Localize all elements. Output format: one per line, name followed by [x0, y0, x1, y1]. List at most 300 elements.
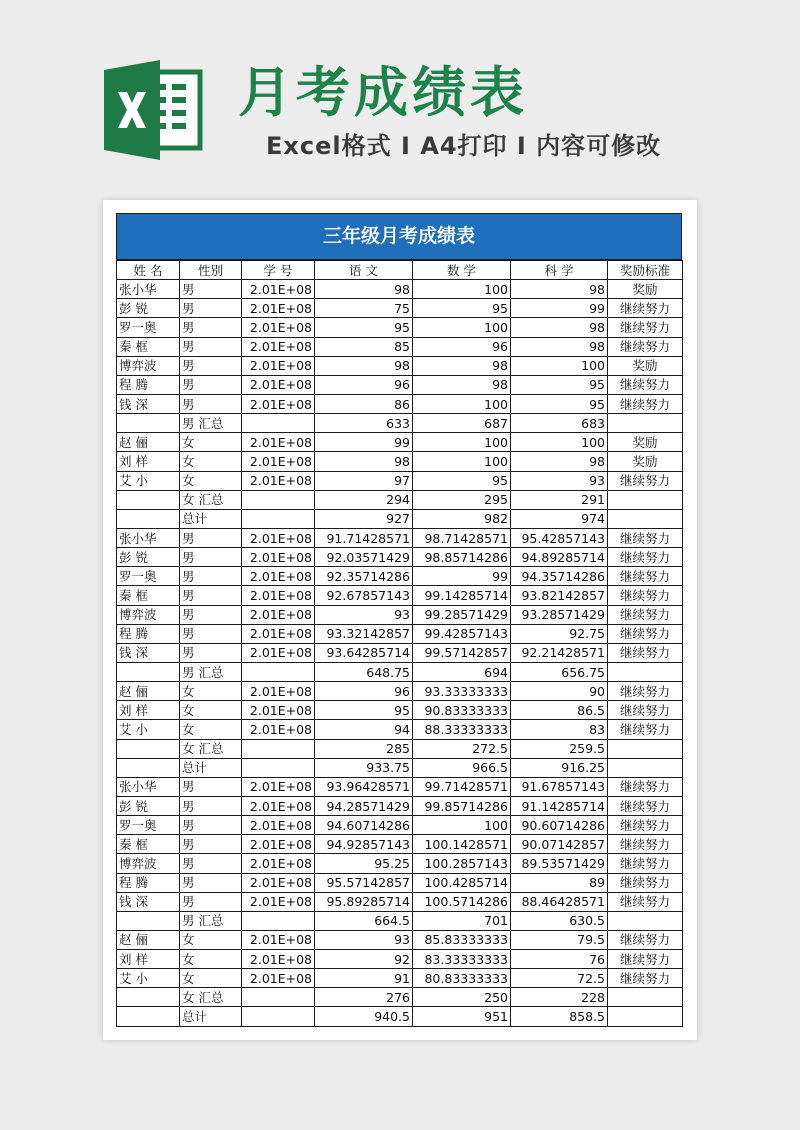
- chinese-score-cell: 927: [315, 509, 413, 528]
- student-id-cell: [242, 414, 315, 433]
- student-id-cell: 2.01E+08: [242, 394, 315, 413]
- gender-cell: 男: [180, 873, 242, 892]
- student-id-cell: [242, 509, 315, 528]
- table-row: [117, 318, 683, 337]
- table-row: [117, 299, 683, 318]
- table-row: [117, 394, 683, 413]
- gender-cell: 女: [180, 682, 242, 701]
- student-id-cell: 2.01E+08: [242, 528, 315, 547]
- award-cell: 奖励: [608, 280, 683, 299]
- chinese-score-cell: 276: [315, 988, 413, 1007]
- student-name-cell: [117, 758, 180, 777]
- student-id-cell: 2.01E+08: [242, 892, 315, 911]
- student-id-cell: 2.01E+08: [242, 643, 315, 662]
- gender-cell: 男: [180, 816, 242, 835]
- award-cell: 继续努力: [608, 835, 683, 854]
- student-name-cell: 罗一奥: [117, 567, 180, 586]
- science-score-cell: 92.21428571: [511, 643, 608, 662]
- math-score-cell: 88.33333333: [413, 720, 511, 739]
- math-score-cell: 272.5: [413, 739, 511, 758]
- table-row: [117, 528, 683, 547]
- gender-cell: 男: [180, 528, 242, 547]
- student-name-cell: 程 腾: [117, 624, 180, 643]
- award-cell: 继续努力: [608, 777, 683, 796]
- student-id-cell: 2.01E+08: [242, 720, 315, 739]
- award-cell: 继续努力: [608, 471, 683, 490]
- student-id-cell: 2.01E+08: [242, 471, 315, 490]
- science-score-cell: 98: [511, 337, 608, 356]
- gender-cell: 男: [180, 796, 242, 815]
- gender-cell: 女: [180, 471, 242, 490]
- gender-cell: 男: [180, 892, 242, 911]
- math-score-cell: 100: [413, 280, 511, 299]
- student-id-cell: 2.01E+08: [242, 299, 315, 318]
- science-score-cell: 90: [511, 682, 608, 701]
- student-name-cell: 秦 框: [117, 337, 180, 356]
- gender-cell: 女: [180, 950, 242, 969]
- chinese-score-cell: 94.92857143: [315, 835, 413, 854]
- math-score-cell: 96: [413, 337, 511, 356]
- math-score-cell: 100: [413, 318, 511, 337]
- chinese-score-cell: 664.5: [315, 911, 413, 930]
- chinese-score-cell: 95.57142857: [315, 873, 413, 892]
- award-cell: 继续努力: [608, 548, 683, 567]
- student-id-cell: 2.01E+08: [242, 318, 315, 337]
- table-row: [117, 375, 683, 394]
- math-score-cell: 98.71428571: [413, 528, 511, 547]
- student-id-cell: 2.01E+08: [242, 375, 315, 394]
- table-row: [117, 605, 683, 624]
- chinese-score-cell: 91: [315, 969, 413, 988]
- student-name-cell: 艾 小: [117, 471, 180, 490]
- math-score-cell: 250: [413, 988, 511, 1007]
- student-name-cell: 张小华: [117, 777, 180, 796]
- student-id-cell: [242, 739, 315, 758]
- table-row: [117, 777, 683, 796]
- student-name-cell: 秦 框: [117, 586, 180, 605]
- student-id-cell: [242, 988, 315, 1007]
- award-cell: 继续努力: [608, 643, 683, 662]
- gender-cell: 女: [180, 969, 242, 988]
- math-score-cell: 99.71428571: [413, 777, 511, 796]
- chinese-score-cell: 95: [315, 318, 413, 337]
- math-score-cell: 98: [413, 375, 511, 394]
- science-score-cell: 95: [511, 394, 608, 413]
- math-score-cell: 98.85714286: [413, 548, 511, 567]
- chinese-score-cell: 93.64285714: [315, 643, 413, 662]
- science-score-cell: 100: [511, 433, 608, 452]
- award-cell: 继续努力: [608, 816, 683, 835]
- student-id-cell: 2.01E+08: [242, 950, 315, 969]
- gender-cell: 女 汇总: [180, 988, 242, 1007]
- science-score-cell: 656.75: [511, 662, 608, 681]
- student-name-cell: [117, 414, 180, 433]
- award-cell: 继续努力: [608, 394, 683, 413]
- science-score-cell: 683: [511, 414, 608, 433]
- science-score-cell: 291: [511, 490, 608, 509]
- student-id-cell: 2.01E+08: [242, 452, 315, 471]
- math-score-cell: 982: [413, 509, 511, 528]
- math-score-cell: 80.83333333: [413, 969, 511, 988]
- student-name-cell: 张小华: [117, 528, 180, 547]
- chinese-score-cell: 93: [315, 930, 413, 949]
- table-row: [117, 567, 683, 586]
- award-cell: 继续努力: [608, 950, 683, 969]
- award-cell: 继续努力: [608, 605, 683, 624]
- chinese-score-cell: 294: [315, 490, 413, 509]
- gender-cell: 女 汇总: [180, 490, 242, 509]
- table-row: [117, 796, 683, 815]
- student-name-cell: 博弈波: [117, 605, 180, 624]
- science-score-cell: 79.5: [511, 930, 608, 949]
- student-name-cell: 刘 样: [117, 701, 180, 720]
- science-score-cell: 974: [511, 509, 608, 528]
- chinese-score-cell: 93: [315, 605, 413, 624]
- science-score-cell: 90.07142857: [511, 835, 608, 854]
- table-row: [117, 356, 683, 375]
- gender-cell: 男: [180, 777, 242, 796]
- gender-cell: 男: [180, 299, 242, 318]
- award-cell: 继续努力: [608, 873, 683, 892]
- math-score-cell: 951: [413, 1007, 511, 1026]
- table-row: [117, 548, 683, 567]
- science-score-cell: 83: [511, 720, 608, 739]
- student-name-cell: 彭 锐: [117, 548, 180, 567]
- math-score-cell: 701: [413, 911, 511, 930]
- gender-cell: 总计: [180, 758, 242, 777]
- table-row: [117, 682, 683, 701]
- student-name-cell: [117, 988, 180, 1007]
- chinese-score-cell: 86: [315, 394, 413, 413]
- student-name-cell: 钱 深: [117, 892, 180, 911]
- column-header: 科 学: [511, 261, 608, 280]
- science-score-cell: 98: [511, 280, 608, 299]
- math-score-cell: 85.83333333: [413, 930, 511, 949]
- gender-cell: 男: [180, 605, 242, 624]
- chinese-score-cell: 95.25: [315, 854, 413, 873]
- science-score-cell: 76: [511, 950, 608, 969]
- student-name-cell: 刘 样: [117, 950, 180, 969]
- award-cell: 继续努力: [608, 854, 683, 873]
- award-cell: 奖励: [608, 433, 683, 452]
- student-name-cell: 罗一奥: [117, 816, 180, 835]
- page-subtitle: Excel格式 I A4打印 I 内容可修改: [266, 132, 662, 160]
- student-name-cell: [117, 911, 180, 930]
- science-score-cell: 91.14285714: [511, 796, 608, 815]
- science-score-cell: 630.5: [511, 911, 608, 930]
- science-score-cell: 89: [511, 873, 608, 892]
- award-cell: 继续努力: [608, 528, 683, 547]
- chinese-score-cell: 98: [315, 356, 413, 375]
- table-row: [117, 701, 683, 720]
- science-score-cell: 93.28571429: [511, 605, 608, 624]
- science-score-cell: 98: [511, 452, 608, 471]
- student-id-cell: [242, 758, 315, 777]
- student-name-cell: [117, 662, 180, 681]
- table-row: [117, 1007, 683, 1026]
- gender-cell: 男: [180, 624, 242, 643]
- chinese-score-cell: 94: [315, 720, 413, 739]
- science-score-cell: 93: [511, 471, 608, 490]
- award-cell: 继续努力: [608, 318, 683, 337]
- table-row: [117, 337, 683, 356]
- student-name-cell: 钱 深: [117, 643, 180, 662]
- gender-cell: 男: [180, 548, 242, 567]
- student-id-cell: 2.01E+08: [242, 567, 315, 586]
- table-row: [117, 662, 683, 681]
- page-title: 月考成绩表: [238, 61, 528, 124]
- student-name-cell: 博弈波: [117, 356, 180, 375]
- student-name-cell: 博弈波: [117, 854, 180, 873]
- award-cell: 继续努力: [608, 796, 683, 815]
- award-cell: [608, 758, 683, 777]
- award-cell: 继续努力: [608, 624, 683, 643]
- student-name-cell: 艾 小: [117, 969, 180, 988]
- science-score-cell: 88.46428571: [511, 892, 608, 911]
- math-score-cell: 100.5714286: [413, 892, 511, 911]
- sheet-title: 三年级月考成绩表: [116, 213, 682, 260]
- chinese-score-cell: 99: [315, 433, 413, 452]
- math-score-cell: 99: [413, 567, 511, 586]
- chinese-score-cell: 98: [315, 452, 413, 471]
- student-name-cell: 艾 小: [117, 720, 180, 739]
- chinese-score-cell: 93.32142857: [315, 624, 413, 643]
- column-header: 语 文: [315, 261, 413, 280]
- column-header: 数 学: [413, 261, 511, 280]
- gender-cell: 男: [180, 394, 242, 413]
- student-name-cell: [117, 490, 180, 509]
- table-row: [117, 643, 683, 662]
- table-row: [117, 930, 683, 949]
- table-row: [117, 490, 683, 509]
- award-cell: 继续努力: [608, 299, 683, 318]
- student-name-cell: 彭 锐: [117, 796, 180, 815]
- student-id-cell: [242, 662, 315, 681]
- math-score-cell: 93.33333333: [413, 682, 511, 701]
- gender-cell: 男: [180, 586, 242, 605]
- table-row: [117, 452, 683, 471]
- chinese-score-cell: 96: [315, 682, 413, 701]
- student-id-cell: [242, 490, 315, 509]
- table-row: [117, 720, 683, 739]
- gender-cell: 男: [180, 337, 242, 356]
- chinese-score-cell: 75: [315, 299, 413, 318]
- table-row: [117, 835, 683, 854]
- gender-cell: 男 汇总: [180, 414, 242, 433]
- math-score-cell: 100: [413, 394, 511, 413]
- student-name-cell: 张小华: [117, 280, 180, 299]
- math-score-cell: 100.4285714: [413, 873, 511, 892]
- math-score-cell: 100: [413, 452, 511, 471]
- student-name-cell: [117, 739, 180, 758]
- chinese-score-cell: 97: [315, 471, 413, 490]
- score-table: [116, 260, 683, 1027]
- student-id-cell: 2.01E+08: [242, 356, 315, 375]
- table-row: [117, 988, 683, 1007]
- science-score-cell: 95.42857143: [511, 528, 608, 547]
- math-score-cell: 99.57142857: [413, 643, 511, 662]
- student-name-cell: 赵 俪: [117, 682, 180, 701]
- student-name-cell: 钱 深: [117, 394, 180, 413]
- gender-cell: 男: [180, 356, 242, 375]
- math-score-cell: 83.33333333: [413, 950, 511, 969]
- gender-cell: 女: [180, 930, 242, 949]
- science-score-cell: 72.5: [511, 969, 608, 988]
- gender-cell: 男: [180, 567, 242, 586]
- math-score-cell: 295: [413, 490, 511, 509]
- math-score-cell: 99.42857143: [413, 624, 511, 643]
- student-id-cell: 2.01E+08: [242, 337, 315, 356]
- column-header: 性别: [180, 261, 242, 280]
- award-cell: 继续努力: [608, 567, 683, 586]
- science-score-cell: 98: [511, 318, 608, 337]
- math-score-cell: 100: [413, 816, 511, 835]
- math-score-cell: 100: [413, 433, 511, 452]
- table-row: [117, 854, 683, 873]
- student-name-cell: [117, 509, 180, 528]
- science-score-cell: 86.5: [511, 701, 608, 720]
- chinese-score-cell: 92.03571429: [315, 548, 413, 567]
- table-row: [117, 433, 683, 452]
- award-cell: 继续努力: [608, 337, 683, 356]
- award-cell: 继续努力: [608, 375, 683, 394]
- math-score-cell: 99.28571429: [413, 605, 511, 624]
- table-row: [117, 816, 683, 835]
- student-id-cell: 2.01E+08: [242, 796, 315, 815]
- student-id-cell: 2.01E+08: [242, 854, 315, 873]
- table-row: [117, 873, 683, 892]
- student-id-cell: 2.01E+08: [242, 624, 315, 643]
- award-cell: [608, 739, 683, 758]
- table-row: [117, 471, 683, 490]
- student-id-cell: 2.01E+08: [242, 873, 315, 892]
- chinese-score-cell: 940.5: [315, 1007, 413, 1026]
- award-cell: 奖励: [608, 356, 683, 375]
- gender-cell: 女: [180, 701, 242, 720]
- award-cell: [608, 662, 683, 681]
- award-cell: 奖励: [608, 452, 683, 471]
- student-name-cell: 刘 样: [117, 452, 180, 471]
- award-cell: [608, 1007, 683, 1026]
- table-row: [117, 624, 683, 643]
- science-score-cell: 259.5: [511, 739, 608, 758]
- gender-cell: 男: [180, 643, 242, 662]
- student-id-cell: 2.01E+08: [242, 930, 315, 949]
- gender-cell: 女: [180, 452, 242, 471]
- student-id-cell: [242, 1007, 315, 1026]
- student-id-cell: 2.01E+08: [242, 777, 315, 796]
- chinese-score-cell: 93.96428571: [315, 777, 413, 796]
- chinese-score-cell: 98: [315, 280, 413, 299]
- gender-cell: 总计: [180, 1007, 242, 1026]
- science-score-cell: 94.35714286: [511, 567, 608, 586]
- chinese-score-cell: 96: [315, 375, 413, 394]
- award-cell: 继续努力: [608, 720, 683, 739]
- table-row: [117, 758, 683, 777]
- student-name-cell: 程 腾: [117, 873, 180, 892]
- math-score-cell: 95: [413, 471, 511, 490]
- column-header: 学 号: [242, 261, 315, 280]
- award-cell: 继续努力: [608, 969, 683, 988]
- chinese-score-cell: 285: [315, 739, 413, 758]
- chinese-score-cell: 94.60714286: [315, 816, 413, 835]
- award-cell: 继续努力: [608, 586, 683, 605]
- gender-cell: 男 汇总: [180, 911, 242, 930]
- student-id-cell: 2.01E+08: [242, 586, 315, 605]
- excel-logo-icon: [100, 58, 204, 162]
- award-cell: 继续努力: [608, 892, 683, 911]
- score-sheet: [116, 213, 682, 1027]
- student-name-cell: 赵 俪: [117, 433, 180, 452]
- chinese-score-cell: 92: [315, 950, 413, 969]
- student-name-cell: 罗一奥: [117, 318, 180, 337]
- award-cell: [608, 490, 683, 509]
- table-row: [117, 739, 683, 758]
- award-cell: [608, 911, 683, 930]
- student-id-cell: 2.01E+08: [242, 280, 315, 299]
- student-id-cell: 2.01E+08: [242, 605, 315, 624]
- chinese-score-cell: 92.35714286: [315, 567, 413, 586]
- student-name-cell: 程 腾: [117, 375, 180, 394]
- gender-cell: 男: [180, 835, 242, 854]
- table-row: [117, 586, 683, 605]
- gender-cell: 男: [180, 318, 242, 337]
- student-name-cell: [117, 1007, 180, 1026]
- award-cell: 继续努力: [608, 682, 683, 701]
- award-cell: 继续努力: [608, 930, 683, 949]
- math-score-cell: 694: [413, 662, 511, 681]
- student-name-cell: 彭 锐: [117, 299, 180, 318]
- science-score-cell: 89.53571429: [511, 854, 608, 873]
- award-cell: 继续努力: [608, 701, 683, 720]
- student-id-cell: 2.01E+08: [242, 548, 315, 567]
- chinese-score-cell: 95.89285714: [315, 892, 413, 911]
- chinese-score-cell: 91.71428571: [315, 528, 413, 547]
- student-id-cell: [242, 911, 315, 930]
- award-cell: [608, 988, 683, 1007]
- chinese-score-cell: 933.75: [315, 758, 413, 777]
- column-header: 姓 名: [117, 261, 180, 280]
- science-score-cell: 94.89285714: [511, 548, 608, 567]
- math-score-cell: 98: [413, 356, 511, 375]
- science-score-cell: 99: [511, 299, 608, 318]
- table-row: [117, 911, 683, 930]
- chinese-score-cell: 95: [315, 701, 413, 720]
- chinese-score-cell: 633: [315, 414, 413, 433]
- chinese-score-cell: 94.28571429: [315, 796, 413, 815]
- science-score-cell: 228: [511, 988, 608, 1007]
- math-score-cell: 99.85714286: [413, 796, 511, 815]
- student-name-cell: 秦 框: [117, 835, 180, 854]
- gender-cell: 女 汇总: [180, 739, 242, 758]
- science-score-cell: 100: [511, 356, 608, 375]
- student-id-cell: 2.01E+08: [242, 816, 315, 835]
- math-score-cell: 100.1428571: [413, 835, 511, 854]
- gender-cell: 男: [180, 280, 242, 299]
- science-score-cell: 858.5: [511, 1007, 608, 1026]
- gender-cell: 总计: [180, 509, 242, 528]
- table-row: [117, 969, 683, 988]
- science-score-cell: 95: [511, 375, 608, 394]
- math-score-cell: 966.5: [413, 758, 511, 777]
- table-row: [117, 414, 683, 433]
- table-row: [117, 892, 683, 911]
- science-score-cell: 92.75: [511, 624, 608, 643]
- student-name-cell: 赵 俪: [117, 930, 180, 949]
- gender-cell: 女: [180, 720, 242, 739]
- math-score-cell: 99.14285714: [413, 586, 511, 605]
- gender-cell: 女: [180, 433, 242, 452]
